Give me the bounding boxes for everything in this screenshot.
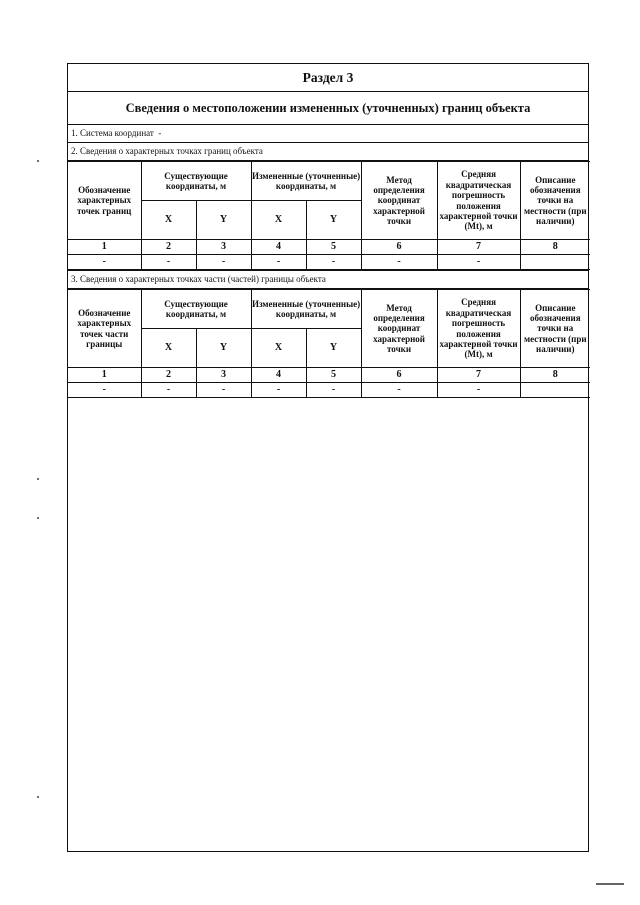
t1-x-changed: X bbox=[251, 201, 306, 240]
scan-edge-mark bbox=[596, 883, 624, 885]
t1-num-2: 2 bbox=[141, 240, 196, 255]
table2-caption: 3. Сведения о характерных точках части (частей) границы объекта bbox=[68, 271, 588, 289]
t1-num-8: 8 bbox=[520, 240, 590, 255]
t2-col-point: Обозначение характерных точек части границы bbox=[68, 290, 141, 368]
t2-col-method: Метод определения координат характерной точки bbox=[361, 290, 437, 368]
t1-y-changed: Y bbox=[306, 201, 361, 240]
t2-cell-3: - bbox=[196, 383, 251, 398]
t2-col-desc: Описание обозначения точки на местности (при наличии) bbox=[520, 290, 590, 368]
t1-cell-8 bbox=[520, 255, 590, 270]
t1-num-4: 4 bbox=[251, 240, 306, 255]
scan-speck bbox=[37, 517, 39, 519]
points-table-1 bbox=[68, 161, 590, 270]
t2-y-changed: Y bbox=[306, 329, 361, 368]
t2-num-4: 4 bbox=[251, 368, 306, 383]
t2-col-changed: Измененные (уточненные) координаты, м bbox=[251, 290, 361, 329]
table-row bbox=[68, 255, 590, 270]
t2-num-6: 6 bbox=[361, 368, 437, 383]
t1-cell-3: - bbox=[196, 255, 251, 270]
t1-cell-6: - bbox=[361, 255, 437, 270]
t2-num-7: 7 bbox=[437, 368, 520, 383]
section-subtitle: Сведения о местоположении измененных (уточненных) границ объекта bbox=[68, 92, 588, 125]
t2-num-5: 5 bbox=[306, 368, 361, 383]
t1-x-existing: X bbox=[141, 201, 196, 240]
t2-x-existing: X bbox=[141, 329, 196, 368]
t1-cell-4: - bbox=[251, 255, 306, 270]
coord-system-line bbox=[68, 125, 588, 143]
coord-system-value: - bbox=[158, 128, 162, 139]
t1-num-5: 5 bbox=[306, 240, 361, 255]
table-row bbox=[68, 383, 590, 398]
t1-col-desc: Описание обозначения точки на местности (при наличии) bbox=[520, 162, 590, 240]
table2-caption-table bbox=[68, 270, 588, 289]
t1-num-3: 3 bbox=[196, 240, 251, 255]
t2-cell-1: - bbox=[68, 383, 141, 398]
coord-system-label: 1. Система координат bbox=[71, 128, 154, 139]
header-table bbox=[68, 64, 588, 161]
t1-num-6: 6 bbox=[361, 240, 437, 255]
t1-cell-5: - bbox=[306, 255, 361, 270]
document-frame bbox=[67, 63, 589, 852]
t2-x-changed: X bbox=[251, 329, 306, 368]
t2-y-existing: Y bbox=[196, 329, 251, 368]
t1-cell-1: - bbox=[68, 255, 141, 270]
t2-num-2: 2 bbox=[141, 368, 196, 383]
t2-cell-5: - bbox=[306, 383, 361, 398]
t2-num-8: 8 bbox=[520, 368, 590, 383]
t1-col-point: Обозначение характерных точек границ bbox=[68, 162, 141, 240]
t2-num-1: 1 bbox=[68, 368, 141, 383]
t1-num-1: 1 bbox=[68, 240, 141, 255]
t1-col-changed: Измененные (уточненные) координаты, м bbox=[251, 162, 361, 201]
scan-speck bbox=[37, 478, 39, 480]
section-title: Раздел 3 bbox=[68, 64, 588, 92]
t1-num-7: 7 bbox=[437, 240, 520, 255]
t2-col-error: Средняя квадратическая погрешность положения характерной точки (Mt), м bbox=[437, 290, 520, 368]
t1-col-existing: Существующие координаты, м bbox=[141, 162, 251, 201]
t1-cell-7: - bbox=[437, 255, 520, 270]
t1-y-existing: Y bbox=[196, 201, 251, 240]
t1-cell-2: - bbox=[141, 255, 196, 270]
points-table-2 bbox=[68, 289, 590, 398]
t2-cell-8 bbox=[520, 383, 590, 398]
t2-cell-7: - bbox=[437, 383, 520, 398]
t2-cell-4: - bbox=[251, 383, 306, 398]
scan-speck bbox=[37, 796, 39, 798]
t2-num-3: 3 bbox=[196, 368, 251, 383]
t2-col-existing: Существующие координаты, м bbox=[141, 290, 251, 329]
table1-caption: 2. Сведения о характерных точках границ объекта bbox=[68, 143, 588, 161]
t2-cell-2: - bbox=[141, 383, 196, 398]
t1-col-error: Средняя квадратическая погрешность положения характерной точки (Mt), м bbox=[437, 162, 520, 240]
t1-col-method: Метод определения координат характерной точки bbox=[361, 162, 437, 240]
scan-speck bbox=[37, 160, 39, 162]
t2-cell-6: - bbox=[361, 383, 437, 398]
